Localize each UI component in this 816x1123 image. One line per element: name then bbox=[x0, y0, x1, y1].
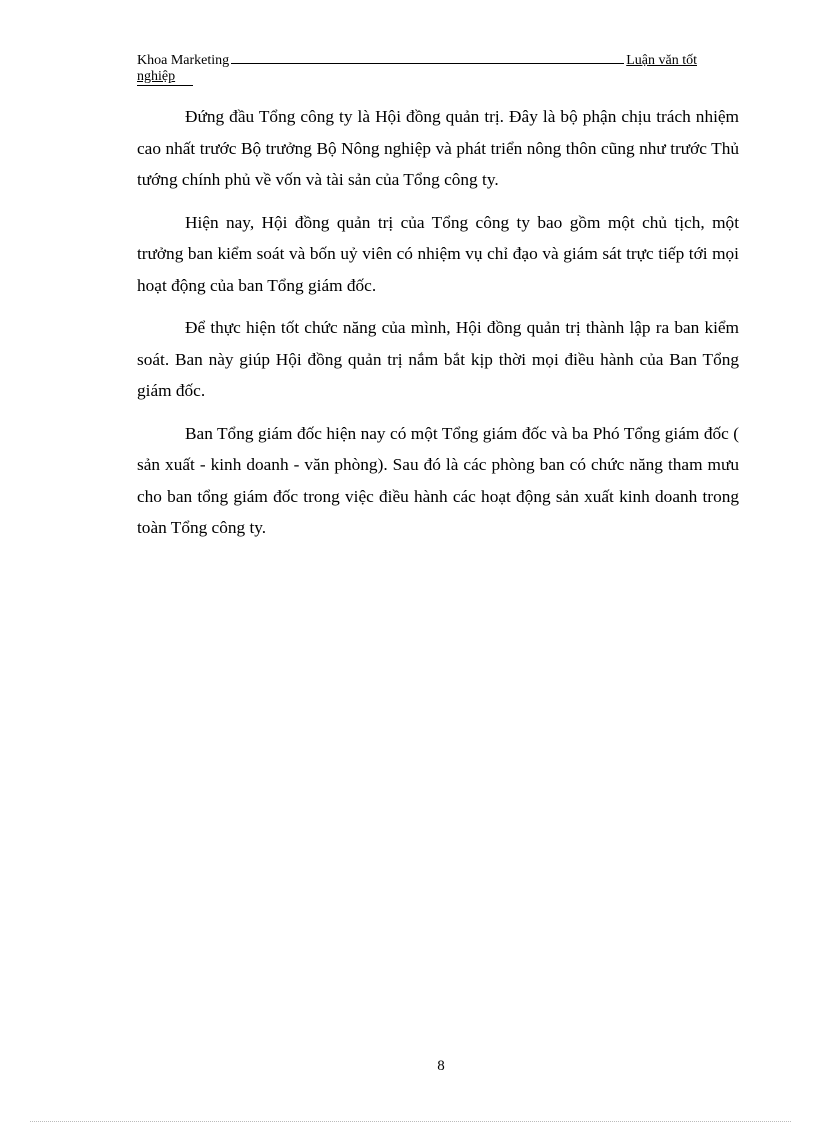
page-number: 8 bbox=[437, 1058, 445, 1074]
page-bottom-edge bbox=[30, 1121, 791, 1122]
header-faculty: Khoa Marketing bbox=[137, 53, 230, 68]
header-thesis-title: Luận văn tốt bbox=[626, 53, 697, 68]
header-thesis-title-continuation: nghiệp bbox=[137, 69, 193, 86]
header-rule bbox=[231, 50, 624, 64]
paragraph-3: Để thực hiện tốt chức năng của mình, Hội đồng quản trị thành lập ra ban kiểm soát. Ban này giúp Hội đồng quản trị nắm bắt kịp thời mọi điều hành của Ban Tổng giám đốc. bbox=[137, 318, 739, 400]
header-row bbox=[137, 50, 697, 69]
paragraph-2: Hiện nay, Hội đồng quản trị của Tổng công ty bao gồm một chủ tịch, một trưởng ban kiểm soát và bốn uỷ viên có nhiệm vụ chỉ đạo và giám sát trực tiếp tới mọi hoạt động của ban Tổng giám đốc. bbox=[137, 212, 739, 295]
document-body bbox=[137, 101, 739, 555]
paragraph-4: Ban Tổng giám đốc hiện nay có một Tổng giám đốc và ba Phó Tổng giám đốc ( sản xuất - kinh doanh - văn phòng). Sau đó là các phòng ban có chức năng tham mưu cho ban tổng giám đốc trong việc điều hành các hoạt động sản xuất kinh doanh trong toàn Tổng công ty. bbox=[137, 423, 739, 537]
page-header bbox=[137, 50, 697, 86]
paragraph-1: Đứng đầu Tổng công ty là Hội đồng quản trị. Đây là bộ phận chịu trách nhiệm cao nhất trước Bộ trưởng Bộ Nông nghiệp và phát triển nông thôn cũng như trước Thủ tướng chính phủ về vốn và tài sản của Tổng công ty. bbox=[137, 107, 739, 189]
